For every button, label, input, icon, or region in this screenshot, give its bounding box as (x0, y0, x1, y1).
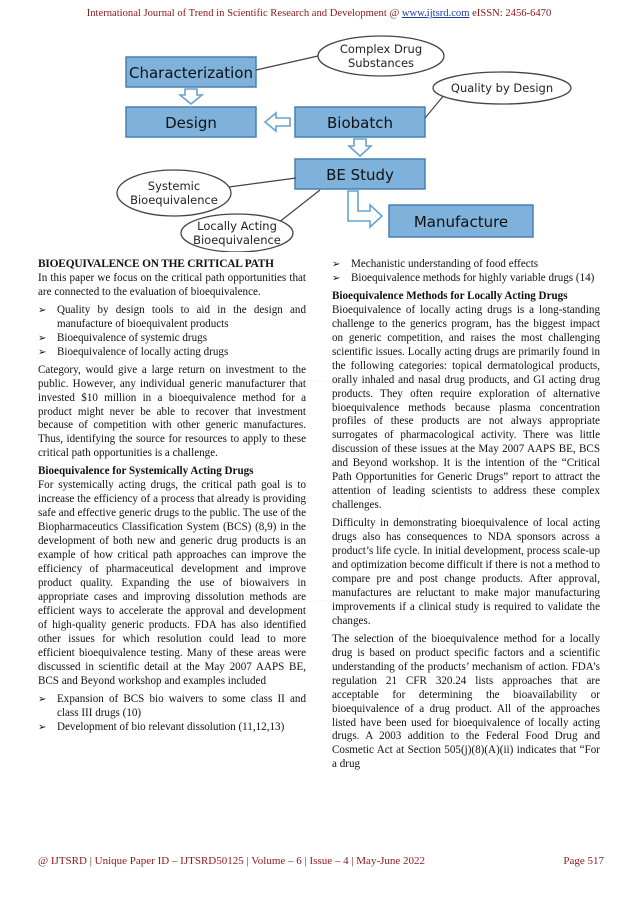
arrowhead-bullet-icon: ➢ (38, 332, 47, 344)
section-heading-critical-path: BIOEQUIVALENCE ON THE CRITICAL PATH (38, 258, 274, 270)
intro-paragraph: In this paper we focus on the critical path opportunities that are connected to the evaluation of bioequivalence. (38, 271, 306, 298)
box-manufacture-label: Manufacture (413, 213, 509, 231)
section-heading-locally-acting: Bioequivalence Methods for Locally Acting Drugs (332, 289, 568, 302)
arrowhead-bullet-icon: ➢ (332, 259, 341, 270)
arrowhead-bullet-icon: ➢ (38, 721, 47, 733)
journal-header (0, 8, 638, 19)
box-biobatch-label: Biobatch (327, 114, 393, 132)
svg-text:Locally Acting: Locally Acting (197, 219, 277, 233)
left-column (38, 258, 306, 738)
difficulty-paragraph: Difficulty in demonstrating bioequivalence of local acting drugs also has consequences to NDA sponsors across a product’s life cycle. In initial development, process scale-up and optimization become difficult if there is not a method to compare pre and post change products. After approval, manufactures are reluctant to make major manufacturing improvements if a clinical study is required to validate the changes. (332, 517, 600, 627)
svg-text:Systemic: Systemic (147, 179, 201, 193)
issn: eISSN: 2456-6470 (472, 8, 552, 19)
box-biobatch (295, 107, 425, 137)
box-be-study (295, 159, 425, 189)
arrow-down-design (180, 89, 202, 104)
box-characterization-label: Characterization (128, 64, 254, 82)
oval-systemic-bioequivalence (117, 170, 296, 216)
list-item: ➢ Bioequivalence of systemic drugs (38, 331, 208, 344)
arrow-bend-manufacture (348, 191, 382, 227)
journal-url-link[interactable]: www.ijtsrd.com (401, 8, 470, 19)
selection-paragraph: The selection of the bioequivalence method for a locally drug is based on product specific factors and a scientific understanding of the products’ mechanism of action. FDA’s regulation 21 CFR 320.24 lists approaches that are acceptable for determining the bioavailability or bioequivalence of a drug product. All of the approaches listed have been used for bioequivalence of locally acting drugs. A 2003 addition to the Federal Food Drug and Cosmetic Act at Section 505(j)(8)(A)(ii) indicates that “For a drug (332, 632, 600, 771)
locally-acting-paragraph: Bioequivalence of locally acting drugs is a long-standing challenge to the generics program, has the biggest impact on generic competition, and raises the most challenging scientific issues. Locally acting drugs are primarily found in the following categories: topical dermatological products, orally inhaled and nasal drug products, and GI acting drug products. They often require exploration of alternative bioequivalence methods because plasma concentration profiles of these products are not always appropriate surrogates of pharmacological activity. There was little discussion of these issues at the May 2007 AAPS BE, BCS and Beyond workshop. It is the intention of the “Critical Path Opportunities for Generic Drugs” report to attract the attention of leading scientists to address these complex challenges. (332, 303, 600, 512)
continued-bullet-list (332, 258, 600, 286)
systemic-bullet-list (38, 693, 306, 735)
svg-text:Quality by Design: Quality by Design (450, 81, 554, 95)
arrowhead-bullet-icon: ➢ (38, 693, 47, 705)
process-diagram (0, 30, 638, 252)
list-item: ➢ Development of bio relevant dissolution (11,12,13) (38, 720, 285, 733)
svg-text:Bioequivalence: Bioequivalence (130, 193, 218, 207)
investment-paragraph: Category, would give a large return on investment to the public. However, any individual generic manufacturer that invested $10 million in a bioequivalence method for a product might never be able to recover that investment because of competition with other generic manufactures. Thus, identifying the source for resources to apply to these critical path opportunities is a challenge. (38, 363, 306, 460)
arrowhead-bullet-icon: ➢ (332, 272, 341, 284)
at-sign: @ (389, 8, 400, 19)
arrowhead-bullet-icon: ➢ (38, 346, 47, 358)
arrow-down-be-study (349, 139, 371, 156)
critical-path-bullet-list (38, 304, 306, 360)
list-item: ➢ Bioequivalence methods for highly variable drugs (14) (332, 271, 595, 284)
svg-text:Bioequivalence: Bioequivalence (193, 233, 281, 247)
svg-text:Substances: Substances (347, 56, 415, 70)
oval-complex-drug (256, 36, 444, 76)
box-design-label: Design (165, 114, 217, 132)
systemic-paragraph: For systemically acting drugs, the critical path goal is to increase the efficiency of a process that already is providing safe and effective generic drugs to the public. The use of the Biopharmaceutics Classification System (BCS) (8,9) in the development of both new and generic drug products is an example of how critical path approaches can improve the efficiency of pharmaceutical development and improve product quality. Expanding the use of biowaivers in appropriate cases and improving dissolution methods are efficient ways to accelerate the approval and development of high-quality generic products. FDA has also identified other issues for which resolution could lead to more efficient bioequivalence testing. Many of these areas were discussed in scientific detail at the May 2007 AAPS BE, BCS and Beyond workshop and examples included (38, 479, 306, 687)
list-item: ➢ Mechanistic understanding of food effects (332, 258, 539, 270)
list-item: ➢ Expansion of BCS bio waivers to some class II and class III drugs (10) (38, 692, 306, 719)
journal-title: International Journal of Trend in Scientific Research and Development (86, 8, 387, 19)
box-characterization (126, 57, 256, 87)
arrow-left-biobatch (265, 113, 290, 131)
list-item: ➢ Quality by design tools to aid in the design and manufacture of bioequivalent products (38, 303, 306, 330)
list-item: ➢ Bioequivalence of locally acting drugs (38, 345, 229, 358)
box-be-study-label: BE Study (326, 166, 394, 184)
box-manufacture (389, 205, 533, 237)
footer-paper-info: @ IJTSRD | Unique Paper ID – IJTSRD50125 | Volume – 6 | Issue – 4 | May-June 2022 (38, 855, 426, 867)
oval-quality-by-design (425, 72, 571, 118)
page-footer (38, 855, 604, 867)
svg-text:Complex Drug: Complex Drug (339, 42, 423, 56)
section-heading-systemic: Bioequivalence for Systemically Acting Drugs (38, 465, 254, 478)
right-column (332, 258, 600, 776)
arrowhead-bullet-icon: ➢ (38, 304, 47, 316)
box-design (126, 107, 256, 137)
page-number: Page 517 (563, 855, 604, 867)
